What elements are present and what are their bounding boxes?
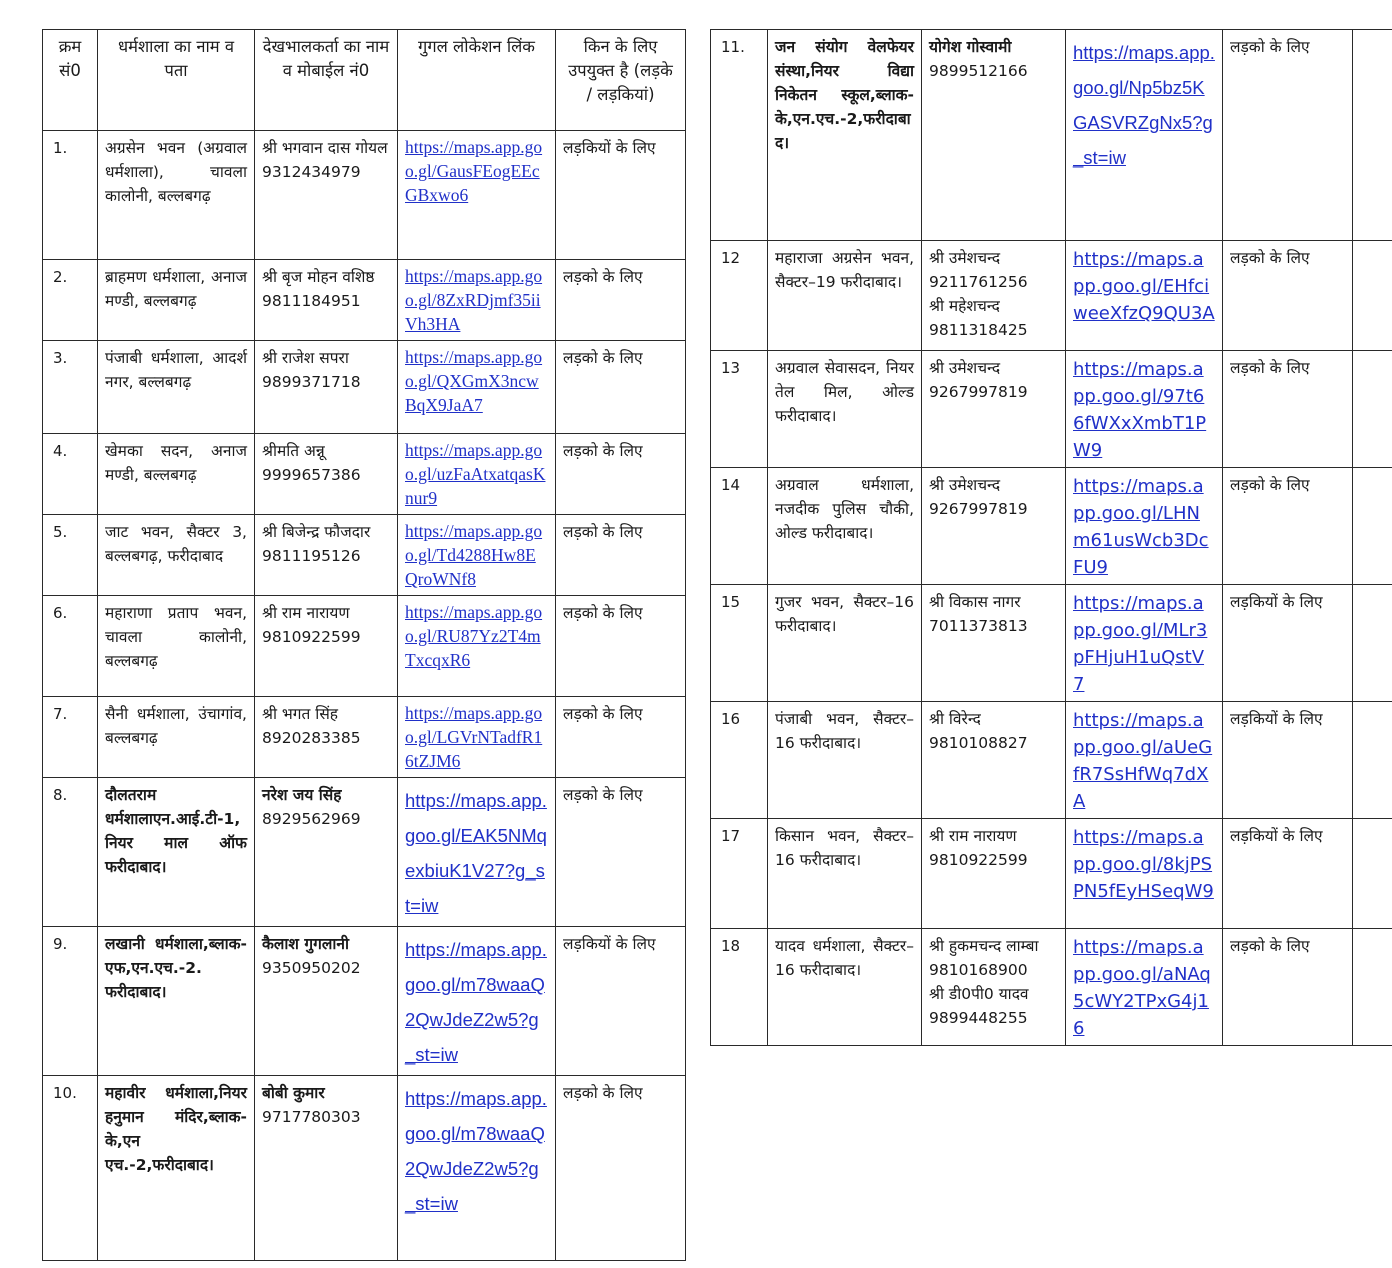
suitable-for: लड़को के लिए <box>556 341 686 434</box>
maps-link[interactable]: https://maps.app.goo.gl/8kjPSPN5fEyHSeqW9 <box>1073 827 1214 902</box>
location-cell <box>398 434 556 515</box>
caretaker-name: योगेश गोस्वामी <box>929 38 1012 56</box>
location-cell <box>398 778 556 927</box>
caretaker-phone: 9267997819 <box>929 383 1028 401</box>
serial-number: 14 <box>711 468 768 585</box>
caretaker-phone: 9267997819 <box>929 500 1028 518</box>
maps-link[interactable]: https://maps.app.goo.gl/LHNm61usWcb3DcFU9 <box>1073 476 1209 578</box>
caretaker-name: श्री उमेशचन्द <box>929 476 1001 494</box>
dharamshala-name: दौलतराम धर्मशालाएन.आई.टी-1,नियर माल ऑफ फरीदाबाद। <box>98 778 255 927</box>
suitable-for: लड़को के लिए <box>556 260 686 341</box>
caretaker-phone: 9899371718 <box>262 373 361 391</box>
location-cell <box>398 515 556 596</box>
serial-number: 17 <box>711 819 768 929</box>
caretaker-phone-2: 9811318425 <box>929 321 1028 339</box>
caretaker-phone: 9899512166 <box>929 62 1028 80</box>
serial-number: 10. <box>43 1076 98 1261</box>
table-row <box>711 468 1392 585</box>
caretaker-cell <box>922 585 1066 702</box>
maps-link[interactable]: https://maps.app.goo.gl/uzFaAtxatqasKnur9 <box>405 440 546 508</box>
caretaker-name: श्री भगवान दास गोयल <box>262 139 388 157</box>
suitable-for: लड़को के लिए <box>556 434 686 515</box>
serial-number: 8. <box>43 778 98 927</box>
table-row <box>43 341 686 434</box>
location-cell <box>398 260 556 341</box>
dharamshala-name: महावीर धर्मशाला,नियर हनुमान मंदिर,ब्लाक-के,एन एच.-2,फरीदाबाद। <box>98 1076 255 1261</box>
caretaker-name-2: श्री डी0पी0 यादव <box>929 985 1029 1003</box>
table-row <box>711 351 1392 468</box>
suitable-for: लड़को के लिए <box>1223 929 1353 1046</box>
dharamshala-name: अग्रवाल धर्मशाला, नजदीक पुलिस चौकी, ओल्ड फरीदाबाद। <box>768 468 922 585</box>
suitable-for: लड़को के लिए <box>556 596 686 697</box>
location-cell <box>1066 468 1223 585</box>
suitable-for: लड़को के लिए <box>556 515 686 596</box>
caretaker-cell <box>255 927 398 1076</box>
table-row <box>43 927 686 1076</box>
table-row <box>43 778 686 927</box>
location-cell <box>1066 585 1223 702</box>
caretaker-phone: 9810108827 <box>929 734 1028 752</box>
caretaker-name: श्री राम नारायण <box>262 604 350 622</box>
location-cell <box>1066 241 1223 351</box>
maps-link[interactable]: https://maps.app.goo.gl/aUeGfR7SsHfWq7dXA <box>1073 710 1213 812</box>
caretaker-phone: 9350950202 <box>262 959 361 977</box>
table-row <box>711 585 1392 702</box>
dharamshala-table-left <box>42 29 686 1261</box>
caretaker-cell <box>922 929 1066 1046</box>
maps-link[interactable]: https://maps.app.goo.gl/m78waaQ2QwJdeZ2w5?g_st=iw <box>405 1088 547 1214</box>
caretaker-cell <box>255 341 398 434</box>
table-row <box>711 819 1392 929</box>
dharamshala-name: यादव धर्मशाला, सैक्टर–16 फरीदाबाद। <box>768 929 922 1046</box>
dharamshala-table-right <box>710 29 1392 1046</box>
serial-number: 9. <box>43 927 98 1076</box>
caretaker-phone: 9312434979 <box>262 163 361 181</box>
cut-off-column <box>1353 819 1392 929</box>
table-row <box>711 30 1392 241</box>
table-header-row <box>43 30 686 131</box>
caretaker-phone: 8920283385 <box>262 729 361 747</box>
cut-off-column <box>1353 468 1392 585</box>
location-cell <box>398 341 556 434</box>
maps-link[interactable]: https://maps.app.goo.gl/GausFEogEEcGBxwo6 <box>405 137 543 205</box>
caretaker-name: श्री राम नारायण <box>929 827 1017 845</box>
caretaker-name-2: श्री महेशचन्द <box>929 297 1000 315</box>
caretaker-phone: 8929562969 <box>262 810 361 828</box>
table-row <box>43 260 686 341</box>
table-row <box>711 702 1392 819</box>
dharamshala-name: महाराजा अग्रसेन भवन, सैक्टर–19 फरीदाबाद। <box>768 241 922 351</box>
serial-number: 4. <box>43 434 98 515</box>
location-cell <box>398 131 556 260</box>
maps-link[interactable]: https://maps.app.goo.gl/Td4288Hw8EQroWNf8 <box>405 521 543 589</box>
maps-link[interactable]: https://maps.app.goo.gl/97t66fWXxXmbT1PW9 <box>1073 359 1207 461</box>
dharamshala-name: खेमका सदन, अनाज मण्डी, बल्लबगढ़ <box>98 434 255 515</box>
caretaker-phone: 9999657386 <box>262 466 361 484</box>
caretaker-cell <box>255 1076 398 1261</box>
caretaker-phone: 9810922599 <box>262 628 361 646</box>
caretaker-cell <box>255 697 398 778</box>
header-caretaker: देखभालकर्ता का नाम व मोबाईल नं0 <box>255 30 398 131</box>
serial-number: 12 <box>711 241 768 351</box>
location-cell <box>398 697 556 778</box>
maps-link[interactable]: https://maps.app.goo.gl/EAK5NMqexbiuK1V27?g_st=iw <box>405 790 547 916</box>
serial-number: 2. <box>43 260 98 341</box>
dharamshala-name: अग्रसेन भवन (अग्रवाल धर्मशाला), चावला कालोनी, बल्लबगढ़ <box>98 131 255 260</box>
location-cell <box>1066 30 1223 241</box>
serial-number: 11. <box>711 30 768 241</box>
location-cell <box>398 927 556 1076</box>
location-cell <box>398 1076 556 1261</box>
cut-off-column <box>1353 30 1392 241</box>
dharamshala-name: सैनी धर्मशाला, उंचागांव, बल्लबगढ़ <box>98 697 255 778</box>
table-row <box>711 241 1392 351</box>
table-row <box>43 131 686 260</box>
serial-number: 6. <box>43 596 98 697</box>
location-cell <box>1066 819 1223 929</box>
caretaker-name: श्री उमेशचन्द <box>929 359 1001 377</box>
suitable-for: लड़को के लिए <box>1223 30 1353 241</box>
header-name: धर्मशाला का नाम व पता <box>98 30 255 131</box>
caretaker-phone-2: 9899448255 <box>929 1009 1028 1027</box>
caretaker-name: बोबी कुमार <box>262 1084 325 1102</box>
suitable-for: लड़कियों के लिए <box>1223 702 1353 819</box>
cut-off-column <box>1353 241 1392 351</box>
suitable-for: लड़को के लिए <box>556 778 686 927</box>
serial-number: 5. <box>43 515 98 596</box>
header-serial: क्रम सं0 <box>43 30 98 131</box>
table-row <box>43 434 686 515</box>
serial-number: 7. <box>43 697 98 778</box>
table-row <box>43 596 686 697</box>
caretaker-name: श्रीमति अन्नू <box>262 442 325 460</box>
caretaker-name: श्री विरेन्द <box>929 710 981 728</box>
caretaker-name: श्री हुकमचन्द लाम्बा <box>929 937 1039 955</box>
dharamshala-name: पंजाबी भवन, सैक्टर–16 फरीदाबाद। <box>768 702 922 819</box>
suitable-for: लड़को के लिए <box>556 697 686 778</box>
caretaker-name: श्री विकास नागर <box>929 593 1021 611</box>
suitable-for: लड़को के लिए <box>1223 351 1353 468</box>
serial-number: 1. <box>43 131 98 260</box>
table-row <box>711 929 1392 1046</box>
caretaker-cell <box>922 468 1066 585</box>
suitable-for: लड़कियों के लिए <box>1223 585 1353 702</box>
caretaker-cell <box>255 778 398 927</box>
dharamshala-name: गुजर भवन, सैक्टर–16 फरीदाबाद। <box>768 585 922 702</box>
maps-link[interactable]: https://maps.app.goo.gl/Np5bz5KGASVRZgNx5?g_st=iw <box>1073 42 1215 168</box>
caretaker-cell <box>922 241 1066 351</box>
dharamshala-name: लखानी धर्मशाला,ब्लाक-एफ,एन.एच.-2. फरीदाबाद। <box>98 927 255 1076</box>
maps-link[interactable]: https://maps.app.goo.gl/QXGmX3ncwBqX9JaA7 <box>405 347 543 415</box>
dharamshala-name: महाराणा प्रताप भवन, चावला कालोनी, बल्लबगढ़ <box>98 596 255 697</box>
caretaker-phone: 9811184951 <box>262 292 361 310</box>
maps-link[interactable]: https://maps.app.goo.gl/EHfciweeXfzQ9QU3A <box>1073 249 1215 324</box>
dharamshala-name: पंजाबी धर्मशाला, आदर्श नगर, बल्लबगढ़ <box>98 341 255 434</box>
caretaker-name: श्री उमेशचन्द <box>929 249 1001 267</box>
caretaker-name: श्री बिजेन्द्र फौजदार <box>262 523 371 541</box>
cut-off-column <box>1353 702 1392 819</box>
maps-link[interactable]: https://maps.app.goo.gl/RU87Yz2T4mTxcqxR6 <box>405 602 543 670</box>
location-cell <box>1066 702 1223 819</box>
serial-number: 15 <box>711 585 768 702</box>
cut-off-column <box>1353 929 1392 1046</box>
maps-link[interactable]: https://maps.app.goo.gl/m78waaQ2QwJdeZ2w5?g_st=iw <box>405 939 547 1065</box>
serial-number: 16 <box>711 702 768 819</box>
caretaker-phone: 9811195126 <box>262 547 361 565</box>
caretaker-name: श्री बृज मोहन वशिष्ठ <box>262 268 375 286</box>
header-suitable: किन के लिए उपयुक्त है (लड़के / लड़कियां) <box>556 30 686 131</box>
location-cell <box>1066 351 1223 468</box>
caretaker-cell <box>922 351 1066 468</box>
caretaker-cell <box>255 260 398 341</box>
serial-number: 18 <box>711 929 768 1046</box>
caretaker-cell <box>255 434 398 515</box>
caretaker-cell <box>922 30 1066 241</box>
dharamshala-name: ब्राहमण धर्मशाला, अनाज मण्डी, बल्लबगढ़ <box>98 260 255 341</box>
caretaker-cell <box>922 819 1066 929</box>
maps-link[interactable]: https://maps.app.goo.gl/8ZxRDjmf35iiVh3HA <box>405 266 543 334</box>
dharamshala-name: जाट भवन, सैक्टर 3, बल्लबगढ़, फरीदाबाद <box>98 515 255 596</box>
caretaker-cell <box>922 702 1066 819</box>
cut-off-column <box>1353 585 1392 702</box>
caretaker-cell <box>255 131 398 260</box>
caretaker-cell <box>255 596 398 697</box>
dharamshala-name: किसान भवन, सैक्टर–16 फरीदाबाद। <box>768 819 922 929</box>
caretaker-phone: 9717780303 <box>262 1108 361 1126</box>
location-cell <box>1066 929 1223 1046</box>
caretaker-phone: 9810922599 <box>929 851 1028 869</box>
table-row <box>43 697 686 778</box>
serial-number: 13 <box>711 351 768 468</box>
table-row <box>43 515 686 596</box>
serial-number: 3. <box>43 341 98 434</box>
header-location: गुगल लोकेशन लिंक <box>398 30 556 131</box>
suitable-for: लड़को के लिए <box>1223 241 1353 351</box>
table-row <box>43 1076 686 1261</box>
dharamshala-name: जन संयोग वेलफेयर संस्था,नियर विद्या निकेतन स्कूल,ब्लाक-के,एन.एच.-2,फरीदाबाद। <box>768 30 922 241</box>
caretaker-phone: 9810168900 <box>929 961 1028 979</box>
caretaker-name: कैलाश गुगलानी <box>262 935 349 953</box>
cut-off-column <box>1353 351 1392 468</box>
caretaker-name: श्री राजेश सपरा <box>262 349 349 367</box>
caretaker-name: श्री भगत सिंह <box>262 705 339 723</box>
suitable-for: लड़को के लिए <box>1223 468 1353 585</box>
caretaker-name: नरेश जय सिंह <box>262 786 342 804</box>
suitable-for: लड़को के लिए <box>556 1076 686 1261</box>
caretaker-phone: 7011373813 <box>929 617 1028 635</box>
maps-link[interactable]: https://maps.app.goo.gl/LGVrNTadfR16tZJM6 <box>405 703 543 771</box>
maps-link[interactable]: https://maps.app.goo.gl/aNAq5cWY2TPxG4j16 <box>1073 937 1211 1039</box>
caretaker-phone: 9211761256 <box>929 273 1028 291</box>
suitable-for: लड़कियों के लिए <box>556 927 686 1076</box>
location-cell <box>398 596 556 697</box>
suitable-for: लड़कियों के लिए <box>1223 819 1353 929</box>
maps-link[interactable]: https://maps.app.goo.gl/MLr3pFHjuH1uQstV7 <box>1073 593 1208 695</box>
suitable-for: लड़कियों के लिए <box>556 131 686 260</box>
caretaker-cell <box>255 515 398 596</box>
dharamshala-name: अग्रवाल सेवासदन, नियर तेल मिल, ओल्ड फरीदाबाद। <box>768 351 922 468</box>
